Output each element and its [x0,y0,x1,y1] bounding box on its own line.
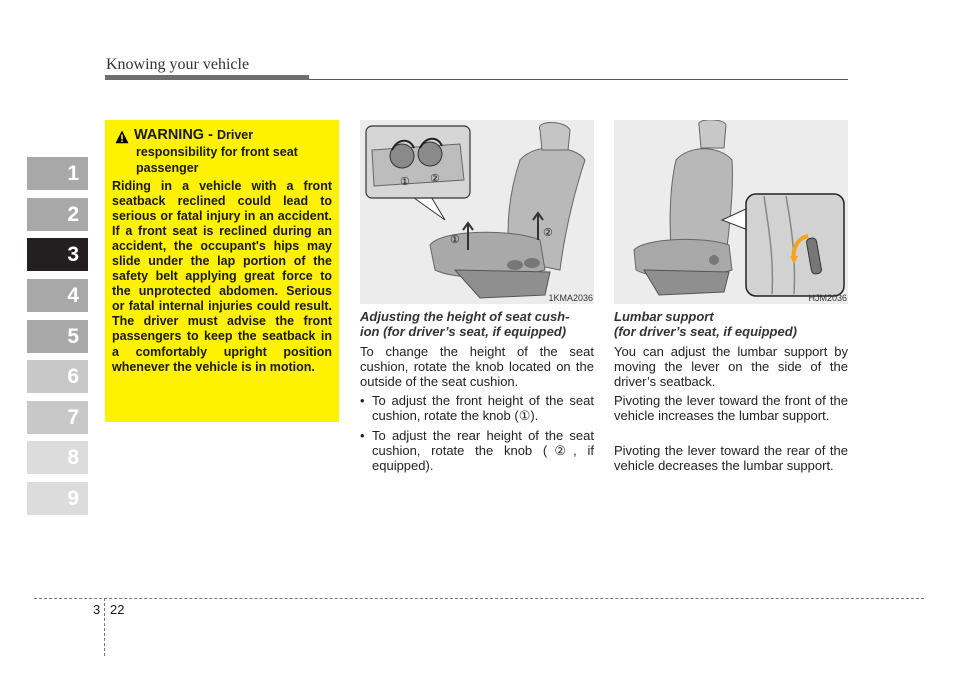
warning-subtitle: responsibility for front seat passenger [136,145,298,175]
footer-divider [104,598,105,656]
lumbar-caption [614,309,848,339]
lumbar-illustration [614,120,848,304]
caption-line: (for driver’s seat, if equipped) [614,324,798,339]
seat-label-1: ① [450,234,460,246]
caption-line: Adjusting the height of seat cush- [360,309,570,324]
bullet-item: • To adjust the rear height of the seat cushion, rotate the knob (②, if equipped). [360,428,594,473]
caption-line: Lumbar support [614,309,714,324]
inset-label-1: ① [400,176,410,188]
warning-triangle-icon [115,130,129,144]
warning-title-prefix: WARNING - [134,127,217,143]
seat-height-caption [360,309,600,339]
seat-height-illustration [360,120,594,304]
warning-body: Riding in a vehicle with a front seatback reclined could lead to serious or fatal injury in an accident. If a front seat is reclined during an accident, the occupant's hips may slide under the lap portion of the safety belt applying great force to the unprotected abdomen. Serious or fatal internal injuries could result. The driver must advise the front passengers to keep the seatback in a comfortably upright position whenever the vehicle is in motion. [112,179,332,374]
warning-title-rest: Driver [216,128,254,142]
figure-code: HJM2036 [808,293,847,303]
bullet-item: • To adjust the front height of the seat cushion, rotate the knob (①). [360,393,594,423]
caption-line: ion (for driver’s seat, if equipped) [360,324,567,339]
chapter-tab-4[interactable]: 4 [27,279,88,312]
chapter-tab-3[interactable]: 3 [27,238,88,271]
warning-title [134,128,253,143]
seat-height-figure [360,120,594,304]
chapter-tab-8[interactable]: 8 [27,441,88,474]
footer-rule [34,598,924,599]
chapter-tab-9[interactable]: 9 [27,482,88,515]
chapter-tab-7[interactable]: 7 [27,401,88,434]
header-bar [105,75,309,80]
running-header: Knowing your vehicle [106,56,250,73]
seat-height-bullets [360,393,594,478]
seat-height-intro: To change the height of the seat cushion, rotate the knob located on the outside of the seat cushion. [360,344,594,389]
warning-box [105,120,339,422]
inset-label-2: ② [430,173,440,185]
lumbar-support-figure [614,120,848,304]
page-chapter-number: 3 [93,602,101,617]
chapter-tab-5[interactable]: 5 [27,320,88,353]
warning-heading [112,128,332,144]
chapter-tab-6[interactable]: 6 [27,360,88,393]
lumbar-paragraph: You can adjust the lumbar support by moving the lever on the side of the driver’s seatback. [614,344,848,389]
header-rule [309,79,848,80]
page-number: 22 [110,602,125,617]
seat-label-2: ② [543,227,553,239]
chapter-tab-2[interactable]: 2 [27,198,88,231]
lumbar-paragraph: Pivoting the lever toward the front of the vehicle increases the lumbar support. [614,393,848,423]
chapter-tab-1[interactable]: 1 [27,157,88,190]
figure-code: 1KMA2036 [548,293,593,303]
lumbar-paragraph: Pivoting the lever toward the rear of the vehicle decreases the lumbar support. [614,443,848,473]
